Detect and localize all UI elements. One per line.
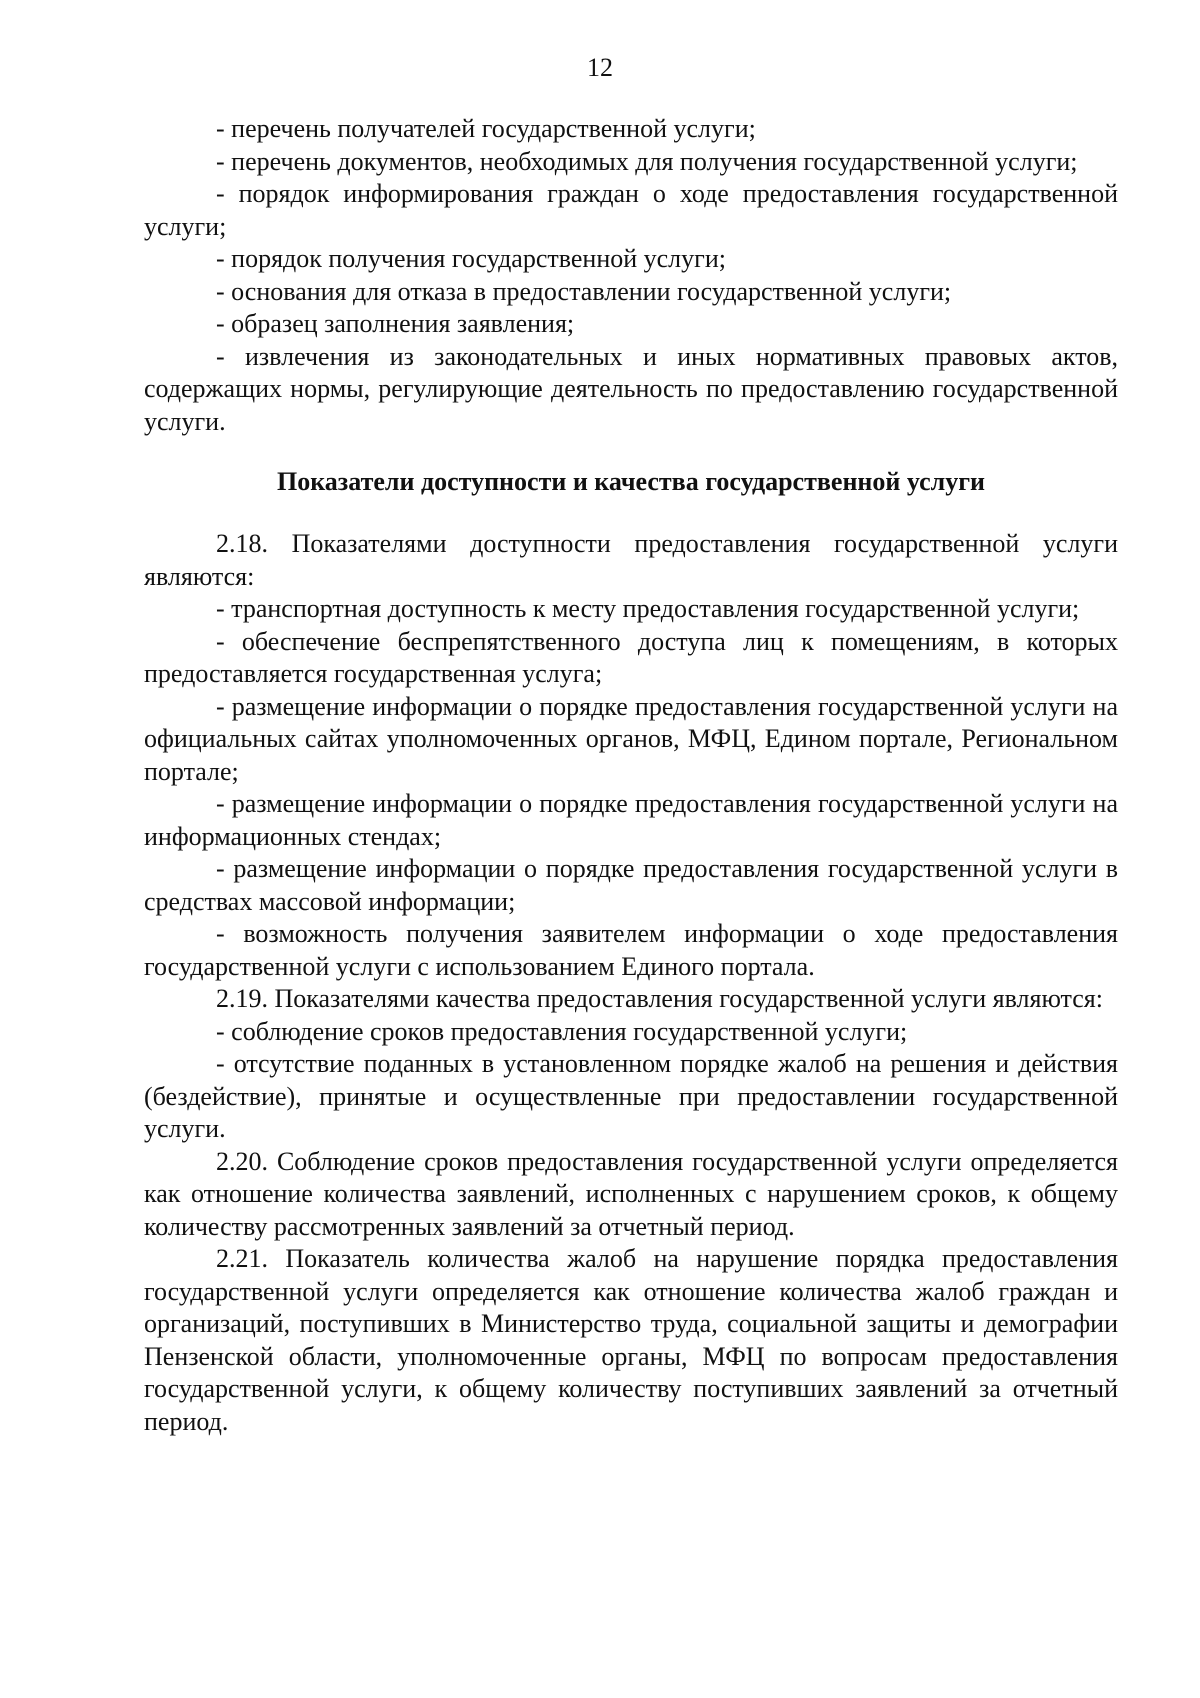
list-item-sample-form: - образец заполнения заявления; [216, 309, 575, 338]
list-item-recipients: - перечень получателей государственной услуги; [216, 114, 756, 143]
clause-2-19: 2.19. Показателями качества предоставления государственной услуги являются: [216, 984, 1103, 1013]
list-item-refusal-grounds: - основания для отказа в предоставлении государственной услуги; [216, 276, 952, 306]
list-item-informing: - порядок информирования граждан о ходе предоставления государственной услуги; [144, 179, 1118, 241]
document-body [144, 113, 1118, 1438]
list-item-deadlines: - соблюдение сроков предоставления государственной услуги; [216, 1016, 908, 1046]
list-item-obtaining: - порядок получения государственной услуги; [216, 244, 726, 273]
list-item-premises-access: - обеспечение беспрепятственного доступа лиц к помещениям, в которых предоставляется государственная услуга; [144, 626, 1118, 688]
list-item-portal-status: - возможность получения заявителем информации о ходе предоставления государственной услуги с использованием Единого портала. [144, 919, 1118, 981]
list-item-stands: - размещение информации о порядке предоставления государственной услуги на информационных стендах; [144, 789, 1118, 851]
list-item-mass-media: - размещение информации о порядке предоставления государственной услуги в средствах массовой информации; [144, 854, 1118, 916]
list-item-legal-extracts: - извлечения из законодательных и иных нормативных правовых актов, содержащих нормы, регулирующие деятельность по предоставлению государственной услуги. [144, 341, 1118, 436]
clause-2-20: 2.20. Соблюдение сроков предоставления государственной услуги определяется как отношение количества заявлений, исполненных с нарушением сроков, к общему количеству рассмотренных заявлений за отчетный период. [144, 1146, 1118, 1241]
list-item-transport: - транспортная доступность к месту предоставления государственной услуги; [216, 594, 1080, 623]
list-item-documents: - перечень документов, необходимых для получения государственной услуги; [216, 146, 1078, 176]
list-item-websites: - размещение информации о порядке предоставления государственной услуги на официальных сайтах уполномоченных органов, МФЦ, Едином портале, Региональном портале; [144, 691, 1118, 786]
clause-2-18: 2.18. Показателями доступности предоставления государственной услуги являются: [144, 529, 1118, 591]
section-heading: Показатели доступности и качества государственной услуги [276, 467, 986, 496]
clause-2-21: 2.21. Показатель количества жалоб на нарушение порядка предоставления государственной услуги определяется как отношение количества жалоб граждан и организаций, поступивших в Министерство труда, социальной защиты и демографии Пензенской области, уполномоченные органы, МФЦ по вопросам предоставления государственной услуги, к общему количеству поступивших заявлений за отчетный период. [144, 1244, 1118, 1436]
page-number: 12 [587, 53, 613, 82]
list-item-no-complaints: - отсутствие поданных в установленном порядке жалоб на решения и действия (бездействие), принятые и осуществленные при предоставлении государственной услуги. [144, 1049, 1118, 1143]
